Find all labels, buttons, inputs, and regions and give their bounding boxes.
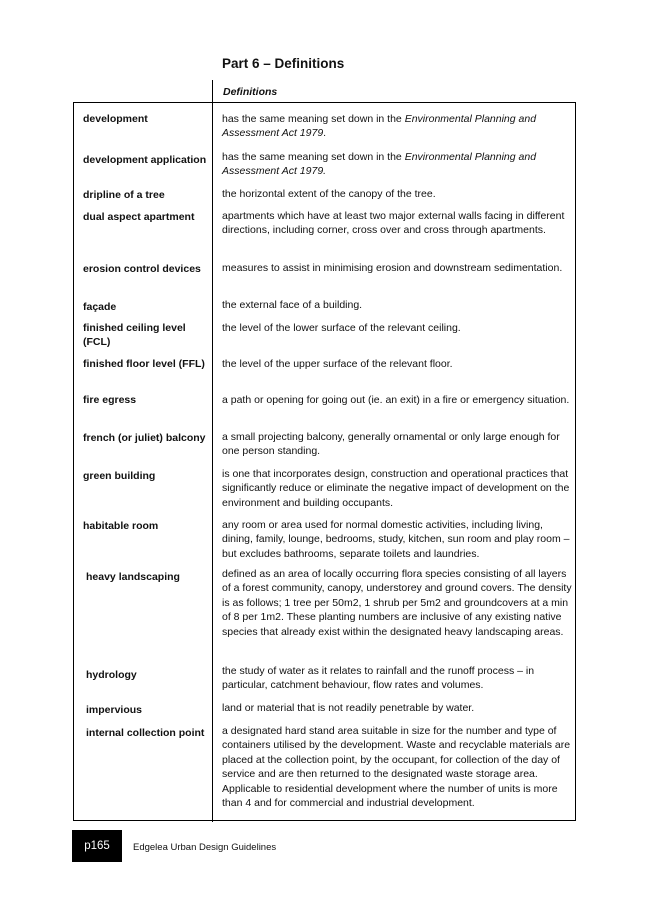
definition-text: [222, 112, 572, 141]
definition-term: impervious: [86, 704, 143, 716]
definition-text: [222, 150, 572, 179]
definition-term: development application: [83, 154, 207, 166]
definition-segment: the external face of a building.: [222, 299, 363, 311]
definition-segment: defined as an area of locally occurring flora species consisting of all layers of a forest community, canopy, understorey and ground covers. The density is as follows; 1 tree per 50m2, 1 shrub per 5m2 and groundcovers at a min of 8 per 1m2. These planting numbers are inclusive of any existing native species that already exist within the designated heavy landscaping areas.: [222, 568, 572, 638]
definition-term: green building: [83, 470, 156, 482]
definition-segment: any room or area used for normal domestic activities, including living, dining, family, lounge, bedrooms, study, kitchen, sun room and play room – but excludes bathrooms, separate toilets and laundries.: [222, 519, 570, 560]
definition-text: [222, 261, 572, 275]
definition-segment: the horizontal extent of the canopy of the tree.: [222, 188, 436, 200]
definition-term: hydrology: [86, 669, 137, 681]
document-title: Edgelea Urban Design Guidelines: [133, 842, 277, 853]
definition-text: [222, 518, 572, 561]
definition-text: [222, 724, 572, 810]
definition-text: [222, 321, 572, 335]
definition-segment: a designated hard stand area suitable in size for the number and type of containers utilised by the development. Waste and recyclable materials are placed at the collection point, by the occupant, for collection of the day of service and are then returned to the designated waste storage area. Applicable to residential development where the number of units is more than 4 and for commercial and industrial development.: [222, 725, 571, 810]
definition-segment: is one that incorporates design, construction and operational practices that significantly reduce or eliminate the negative impact of development on the environment and building occupants.: [222, 468, 570, 509]
definition-text: [222, 209, 572, 238]
definition-text: [222, 357, 572, 371]
definition-segment: has the same meaning set down in the: [222, 113, 405, 125]
definition-text: [222, 430, 572, 459]
definition-segment: a small projecting balcony, generally ornamental or only large enough for one person standing.: [222, 431, 560, 458]
definition-term: finished floor level (FFL): [83, 358, 205, 370]
definition-text: [222, 567, 572, 639]
definition-segment: measures to assist in minimising erosion and downstream sedimentation.: [222, 262, 563, 274]
definition-text: [222, 467, 572, 510]
definition-segment: has the same meaning set down in the: [222, 151, 405, 163]
definition-segment: the level of the upper surface of the relevant floor.: [222, 358, 453, 370]
column-header: Definitions: [223, 86, 278, 98]
definition-text: [222, 298, 572, 312]
definition-segment: a path or opening for going out (ie. an exit) in a fire or emergency situation.: [222, 394, 570, 406]
definition-term: dual aspect apartment: [83, 211, 195, 223]
definition-segment: land or material that is not readily penetrable by water.: [222, 702, 475, 714]
definition-term: french (or juliet) balcony: [83, 432, 206, 444]
page-title: Part 6 – Definitions: [222, 56, 345, 71]
definition-term: habitable room: [83, 520, 159, 532]
definition-segment: .: [323, 127, 327, 140]
definition-term: erosion control devices: [83, 263, 201, 275]
definition-segment: the level of the lower surface of the relevant ceiling.: [222, 322, 461, 334]
definition-term: façade: [83, 301, 117, 313]
definition-text: [222, 701, 572, 715]
definition-text: [222, 393, 572, 407]
definition-text: [222, 187, 572, 201]
definition-text: [222, 664, 572, 693]
page-number-badge: [72, 830, 122, 862]
definition-term: internal collection point: [86, 727, 205, 739]
definition-term: fire egress: [83, 394, 137, 406]
page-number: p165: [84, 840, 110, 852]
definition-term: heavy landscaping: [86, 571, 180, 583]
definition-act-reference: Environmental Planning and Assessment Act 1979.: [222, 151, 537, 178]
definition-act-reference: Environmental Planning and Assessment Act 1979: [222, 113, 537, 140]
definition-segment: the study of water as it relates to rainfall and the runoff process – in particular, catchment behaviour, flow rates and volumes.: [222, 665, 535, 692]
definition-term: development: [83, 113, 148, 125]
definition-segment: apartments which have at least two major external walls facing in different directions, including corner, cross over and cross through apartments.: [222, 210, 565, 237]
definition-term: finished ceiling level (FCL): [83, 322, 186, 348]
definition-term: dripline of a tree: [83, 189, 165, 201]
